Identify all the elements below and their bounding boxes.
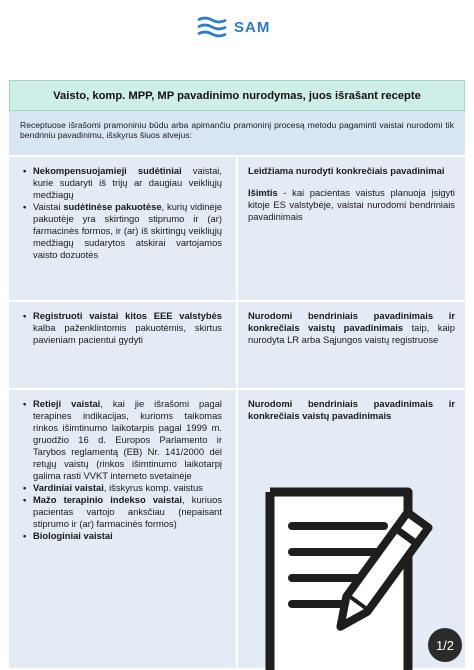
list-item: • Nekompensuojamieji sudėtiniai vaistai, kurie sudaryti iš trijų ar daugiau veikliųjų medžiagų xyxy=(23,165,222,201)
table-row xyxy=(9,155,465,300)
row-rule: Leidžiama nurodyti konkrečiais pavadinimai Išimtis - kai pacientas vaistus planuoja įsigyti kitoje ES valstybėje, vaistai nurodomi bendriniais pavadinimais xyxy=(236,157,465,300)
list-item: • Retieji vaistai, kai jie išrašomi pagal terapines indikacijas, kurioms taikomas rinkos išimtinumo laikotarpis pagal 1999 m. gruodžio 16 d. Europos Parlamento ir Tarybos reglamentą (EB) Nr. 141/2000 dėl retųjų vaistų (rinkos išimtinumo laikotarpį galima rasti VVKT interneto svetainėje xyxy=(23,398,222,482)
list-item: • Vardiniai vaistai, išskyrus komp. vaistus xyxy=(23,482,222,494)
row-rule: Nurodomi bendriniais pavadinimais ir konkrečiais vaistų pavadinimais taip, kaip nurodyta LR arba Sąjungos vaistų registruose xyxy=(236,302,465,388)
page-indicator: 1/2 xyxy=(428,628,462,662)
list-item: • Vaistai sudėtinėse pakuotėse, kurių vidinėje pakuotėje yra skirtingo stiprumo ir (ar) farmacinės formos, ir (ar) iš skirtingų veikliųjų medžiagų sudarytos atskirai vartojamos vaisto dozuotės xyxy=(23,201,222,261)
table-row xyxy=(9,300,465,388)
logo-text: SAM xyxy=(234,18,271,36)
page-title-box xyxy=(9,80,465,111)
sam-logo xyxy=(196,14,270,40)
sam-logo-icon xyxy=(196,15,228,39)
list-item: • Mažo terapinio indekso vaistai, kuriuos pacientas vartojo anksčiau (nepaisant stiprumo ir (ar) farmacinės formos) xyxy=(23,494,222,530)
page-title: Vaisto, komp. MPP, MP pavadinimo nurodymas, juos išrašant recepte xyxy=(53,89,421,102)
intro-text: Receptuose išrašomi pramoniniu būdu arba apimančiu pramoninį procesą metodu pagaminti vaistai nurodomi tik bendriniu pavadinimu, išskyrus šiuos atvejus: xyxy=(9,111,465,155)
row-cases xyxy=(9,302,234,388)
row-rule: Nurodomi bendriniais pavadinimais ir konkrečiais vaistų pavadinimais xyxy=(236,390,465,668)
list-item: • Registruoti vaistai kitos EEE valstybės kalba paženklintomis pakuotėmis, skirtus pavieniam pacientui gydyti xyxy=(23,310,222,346)
list-item: • Biologiniai vaistai xyxy=(23,530,222,542)
row-cases xyxy=(9,390,234,668)
row-cases xyxy=(9,157,234,300)
